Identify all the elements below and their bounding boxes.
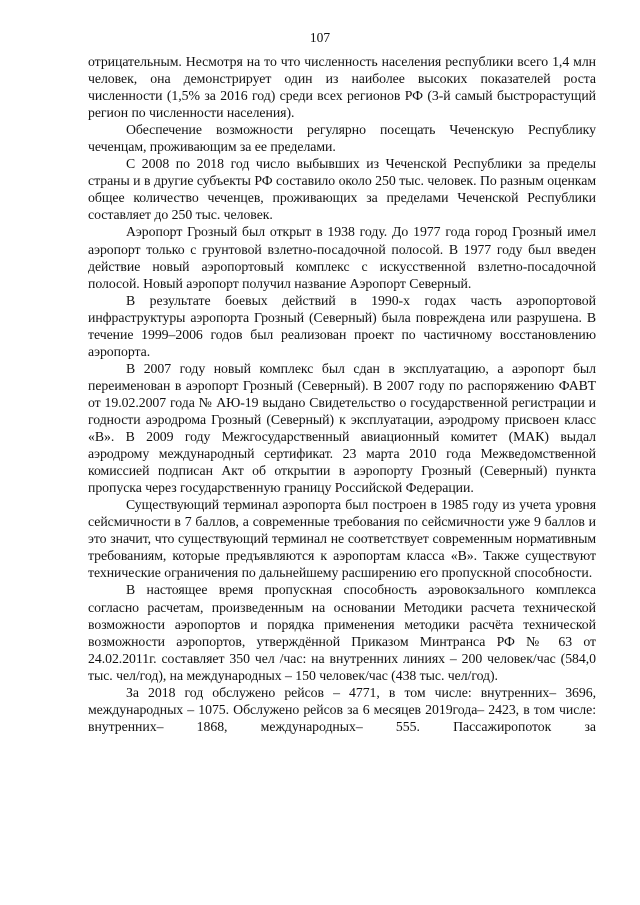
paragraph-population-growth: отрицательным. Несмотря на то что численность населения республики всего 1,4 млн человек, она демонстрирует один из наиболее высоких показателей роста численности (1,5% за 2016 год) среди всех регионов РФ (3-й самый быстрорастущий регион по численности населения). <box>88 54 596 121</box>
paragraph-war-damage: В результате боевых действий в 1990-х годах часть аэропортовой инфраструктуры аэропорта Грозный (Северный) была повреждена или разрушена. В течение 1999–2006 годов был реализован проект по частичному восстановлению аэропорта. <box>88 292 596 359</box>
paragraph-emigration: С 2008 по 2018 год число выбывших из Чеченской Республики за пределы страны и в другие субъекты РФ составило около 250 тыс. человек. По разным оценкам общее количество чеченцев, проживающих за пределами Чеченской Республики составляет до 250 тыс. человек. <box>88 156 596 223</box>
paragraph-flights-2018: За 2018 год обслужено рейсов – 4771, в том числе: внутренних– 3696, международных – 1075. Обслужено рейсов за 6 месяцев 2019года– 2423, в том числе: внутренних– 1868, международных– 555. Пассажиропоток за <box>88 684 596 734</box>
paragraph-commissioning: В 2007 году новый комплекс был сдан в эксплуатацию, а аэропорт был переименован в аэропорт Грозный (Северный). В 2007 году по распоряжению ФАВТ от 19.02.2007 года № АЮ-19 выдано Свидетельство о государственной регистрации и годности аэродрома Грозный (Северный) к эксплуатации, аэродрому присвоен класс «В». В 2009 году Межгосударственный авиационный комитет (МАК) выдал аэродрому международный сертификат. 23 марта 2010 года Межведомственной комиссией подписан Акт об открытии в аэропорту Грозный (Северный) пункта пропуска через государственную границу Российской Федерации. <box>88 360 596 496</box>
document-body <box>88 53 596 735</box>
paragraph-terminal-seismic: Существующий терминал аэропорта был построен в 1985 году из учета уровня сейсмичности в 7 баллов, а современные требования по сейсмичности уже 9 баллов и это значит, что существующий терминал не соответствует современным нормативным требованиям, которые предъявляются к аэропортам класса «В». Также существуют технические ограничения по дальнейшему расширению его пропускной способности. <box>88 497 596 581</box>
paragraph-visit-possibility: Обеспечение возможности регулярно посещать Чеченскую Республику чеченцам, проживающим за ее пределами. <box>88 122 596 155</box>
page-number: 107 <box>309 30 331 45</box>
paragraph-airport-history: Аэропорт Грозный был открыт в 1938 году. До 1977 года город Грозный имел аэропорт только с грунтовой взлетно-посадочной полосой. В 1977 году был введен действие новый аэропортовый комплекс с искусственной взлетно-посадочной полосой. Новый аэропорт получил название Аэропорт Северный. <box>88 224 596 291</box>
paragraph-capacity: В настоящее время пропускная способность аэровокзального комплекса согласно расчетам, произведенным на основании Методики расчета технической возможности аэропортов и порядка применения методики расчёта технической возможности аэропортов, утверждённой Приказом Минтранса РФ № 63 от 24.02.2011г. составляет 350 чел /час: на внутренних линиях – 200 человек/час (584,0 тыс. чел/год), на международных – 150 человек/час (438 тыс. чел/год). <box>88 582 596 683</box>
